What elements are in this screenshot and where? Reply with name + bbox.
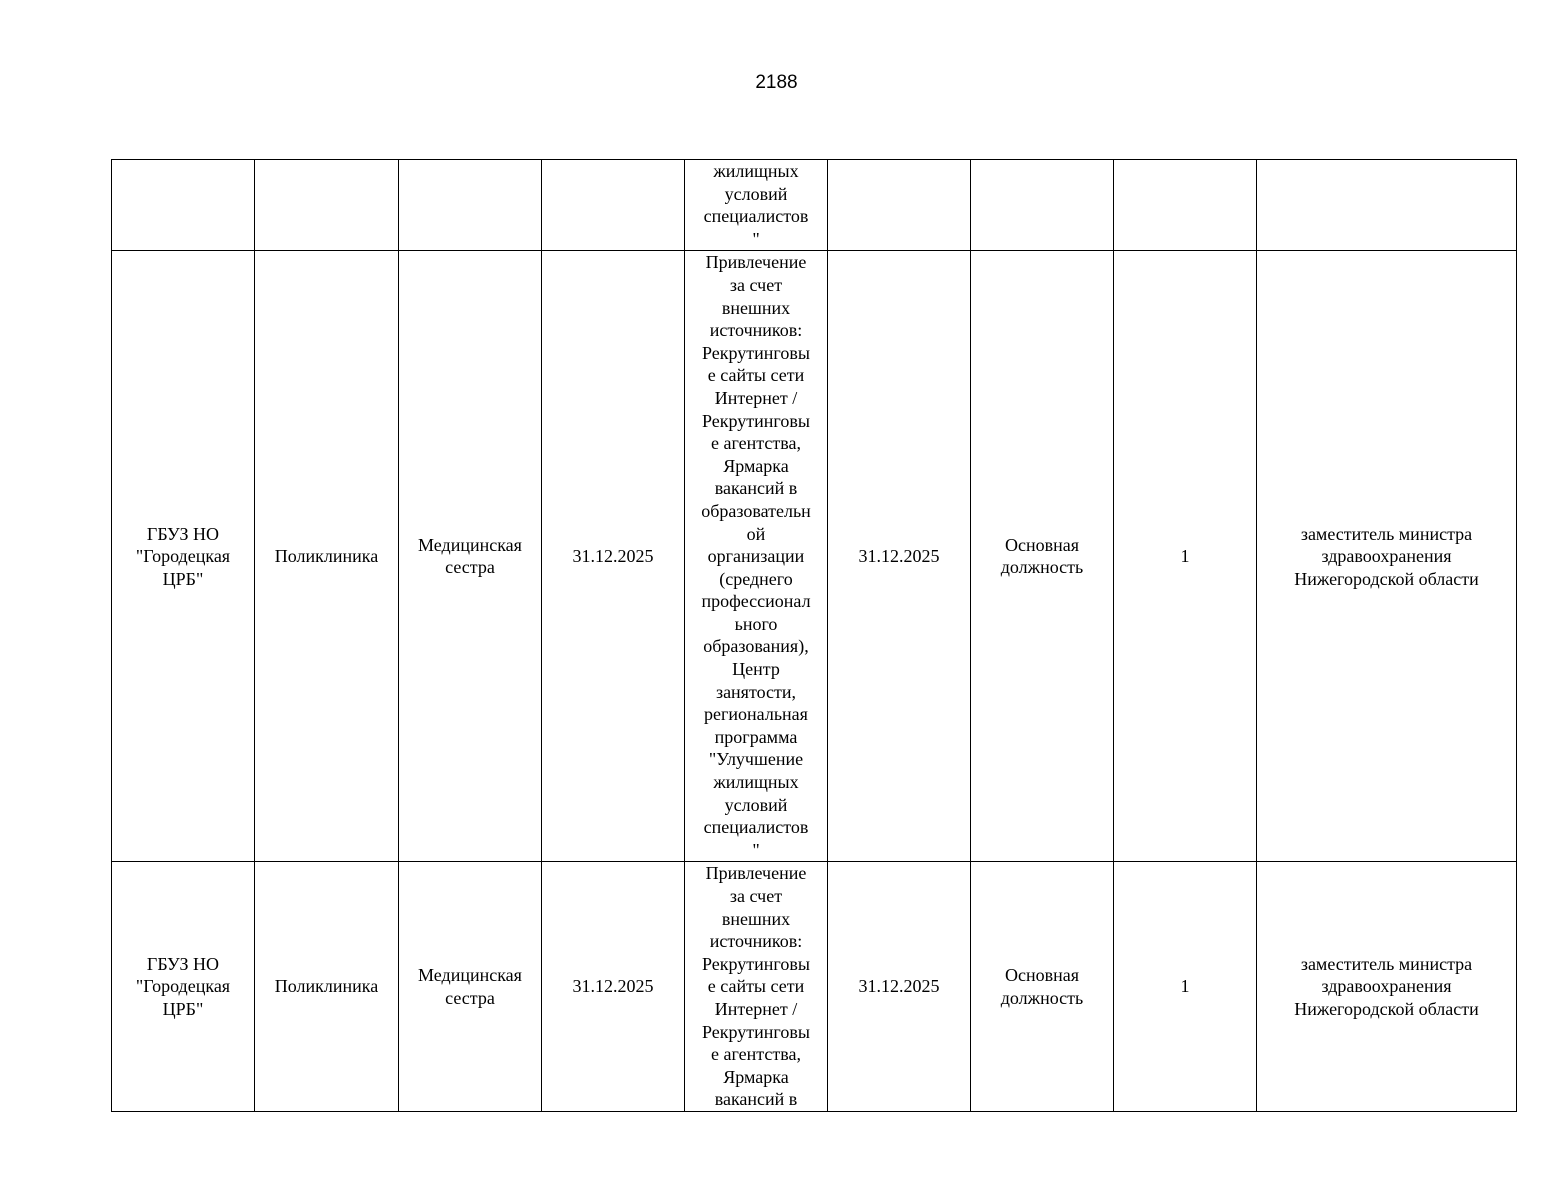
- cell-text-line: жилищных: [713, 772, 799, 793]
- cell-measures: [685, 160, 828, 251]
- cell-text-line: сестра: [445, 987, 495, 1008]
- cell-measures: [685, 251, 828, 862]
- cell-text-line: "Городецкая: [135, 546, 231, 567]
- cell-responsible: [1257, 160, 1517, 251]
- cell-text-line: "Городецкая: [135, 976, 231, 997]
- data-table: [111, 159, 1517, 1112]
- cell-date-1: 31.12.2025: [542, 862, 685, 1112]
- cell-text-line: должность: [1000, 987, 1084, 1008]
- cell-text-line: занятости,: [715, 681, 797, 702]
- cell-text-line: Нижегородской области: [1294, 568, 1479, 589]
- cell-text-line: специалистов: [703, 817, 809, 838]
- cell-text-line: е сайты сети: [707, 365, 805, 386]
- cell-date-2: [828, 160, 971, 251]
- cell-text-line: должность: [1000, 557, 1084, 578]
- cell-count: [1114, 160, 1257, 251]
- cell-text-line: ГБУЗ НО: [146, 953, 220, 974]
- cell-text-line: источников:: [709, 320, 803, 341]
- cell-text-line: за счет: [729, 274, 783, 295]
- cell-text-line: условий: [724, 183, 788, 204]
- cell-count: 1: [1114, 862, 1257, 1112]
- cell-date-1: [542, 160, 685, 251]
- cell-text-line: Поликлиника: [274, 976, 379, 997]
- cell-organization: [112, 160, 255, 251]
- cell-text-line: ГБУЗ НО: [146, 523, 220, 544]
- cell-position-type: [971, 862, 1114, 1112]
- cell-text-line: ой: [746, 523, 766, 544]
- cell-responsible: [1257, 251, 1517, 862]
- cell-text-line: здравоохранения: [1321, 546, 1452, 567]
- cell-department: [255, 160, 399, 251]
- cell-text-line: е сайты сети: [707, 976, 805, 997]
- cell-text-line: е агентства,: [711, 1044, 801, 1065]
- cell-text-line: Центр: [732, 659, 780, 680]
- cell-text-line: специалистов: [703, 206, 809, 227]
- cell-text-line: внешних: [721, 297, 791, 318]
- cell-text-line: источников:: [709, 931, 803, 952]
- cell-position-type: [971, 251, 1114, 862]
- cell-text-line: е агентства,: [711, 433, 801, 454]
- cell-text-line: жилищных: [713, 161, 799, 181]
- cell-text-line: условий: [724, 794, 788, 815]
- cell-text-line: профессионал: [701, 591, 811, 612]
- cell-text-line: заместитель министра: [1300, 953, 1473, 974]
- cell-text-line: Рекрутинговы: [702, 410, 810, 431]
- cell-organization: [112, 251, 255, 862]
- cell-date-1: 31.12.2025: [542, 251, 685, 862]
- cell-text-line: Поликлиника: [274, 546, 379, 567]
- cell-text-line: за счет: [729, 886, 783, 906]
- cell-position-type: [971, 160, 1114, 251]
- cell-text-line: Привлечение: [705, 863, 807, 884]
- cell-text-line: ": [752, 228, 760, 249]
- cell-text-line: заместитель министра: [1300, 523, 1473, 544]
- cell-text-line: ЦРБ": [162, 998, 204, 1019]
- cell-measures: [685, 862, 828, 1112]
- cell-text-line: Нижегородской области: [1294, 998, 1479, 1019]
- cell-text-line: ": [752, 839, 760, 860]
- cell-text-line: внешних: [721, 908, 791, 929]
- cell-text-line: программа: [714, 726, 798, 747]
- cell-text-line: (среднего: [719, 568, 793, 589]
- table-row: [112, 160, 1517, 251]
- table-row: [112, 251, 1517, 862]
- cell-position: [399, 160, 542, 251]
- cell-text-line: Рекрутинговы: [702, 953, 810, 974]
- cell-department: [255, 251, 399, 862]
- cell-text-line: Основная: [1004, 534, 1080, 555]
- cell-text-line: Ярмарка: [723, 455, 789, 476]
- cell-date-2: 31.12.2025: [828, 251, 971, 862]
- cell-text-line: Рекрутинговы: [702, 342, 810, 363]
- cell-text-line: Интернет /: [714, 387, 798, 408]
- cell-text-line: ьного: [734, 613, 778, 634]
- cell-text-line: сестра: [445, 557, 495, 578]
- cell-text-line: вакансий в: [714, 1089, 798, 1110]
- cell-text-line: организации: [707, 546, 805, 567]
- cell-text-line: образовательн: [701, 500, 811, 521]
- cell-text-line: Ярмарка: [723, 1066, 789, 1087]
- cell-department: [255, 862, 399, 1112]
- cell-text-line: Привлечение: [705, 252, 807, 273]
- cell-text-line: региональная: [704, 704, 808, 725]
- cell-text-line: ЦРБ": [162, 568, 204, 589]
- cell-text-line: образования),: [703, 636, 809, 657]
- cell-position: [399, 251, 542, 862]
- cell-text-line: здравоохранения: [1321, 976, 1452, 997]
- page-number: 2188: [755, 72, 798, 93]
- cell-position: [399, 862, 542, 1112]
- cell-date-2: 31.12.2025: [828, 862, 971, 1112]
- cell-text-line: Медицинская: [418, 534, 522, 555]
- table-row: [112, 862, 1517, 1112]
- cell-count: 1: [1114, 251, 1257, 862]
- cell-text-line: вакансий в: [714, 478, 798, 499]
- cell-text-line: "Улучшение: [708, 749, 804, 770]
- cell-organization: [112, 862, 255, 1112]
- cell-text-line: Основная: [1004, 965, 1080, 986]
- cell-text-line: Интернет /: [714, 998, 798, 1019]
- cell-text-line: Рекрутинговы: [702, 1021, 810, 1042]
- cell-text-line: Медицинская: [418, 965, 522, 986]
- cell-responsible: [1257, 862, 1517, 1112]
